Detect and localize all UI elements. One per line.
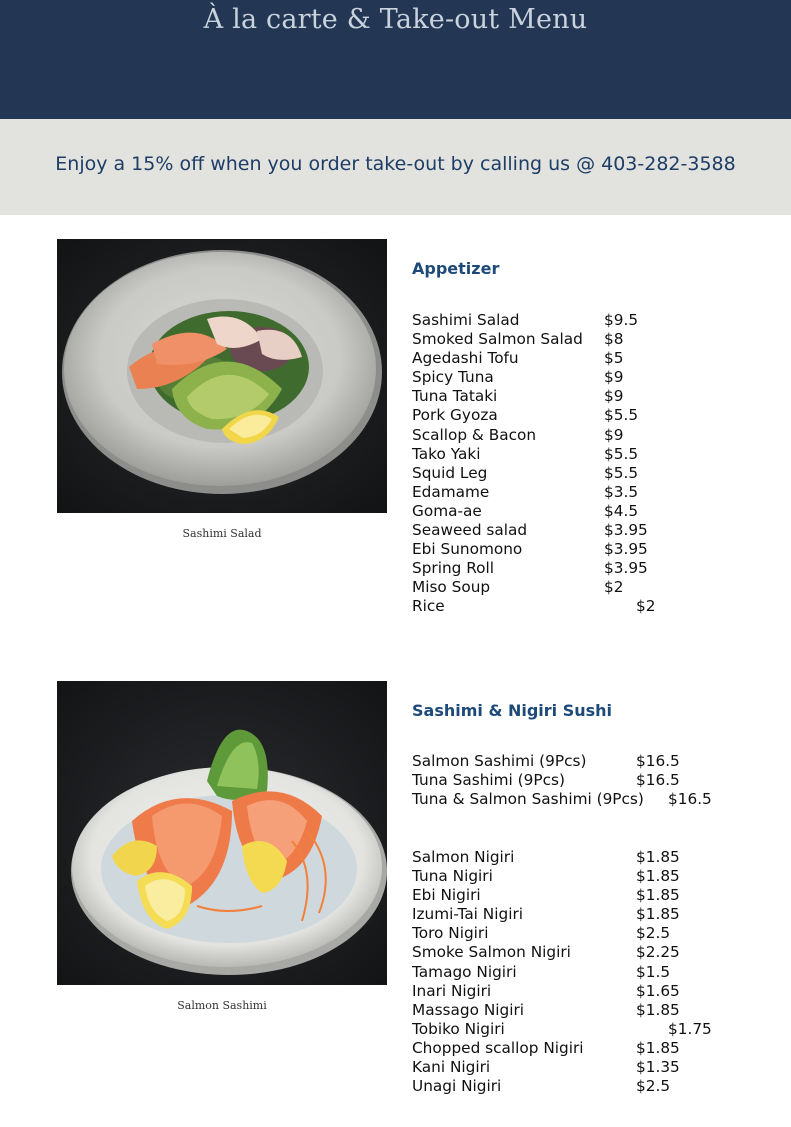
item-name: Smoked Salmon Salad: [412, 330, 583, 349]
item-name: Tuna & Salmon Sashimi (9Pcs): [412, 790, 644, 809]
item-name: Inari Nigiri: [412, 981, 492, 1000]
item-name: Chopped scallop Nigiri: [412, 1038, 584, 1057]
item-price: $1.75: [668, 1019, 712, 1038]
item-price: $5: [604, 349, 624, 368]
item-name: Unagi Nigiri: [412, 1077, 502, 1096]
item-name: Agedashi Tofu: [412, 349, 519, 368]
item-price: $16.5: [636, 771, 680, 790]
section-title-appetizer: Appetizer: [412, 259, 500, 278]
item-price: $2: [604, 578, 624, 597]
item-name: Tuna Nigiri: [412, 867, 493, 886]
item-name: Pork Gyoza: [412, 406, 498, 425]
item-price: $4.5: [604, 501, 639, 520]
item-price: $5.5: [604, 406, 639, 425]
item-name: Spicy Tuna: [412, 368, 494, 387]
sashimi-salad-photo: [57, 239, 387, 513]
photo-caption: Sashimi Salad: [182, 527, 262, 540]
item-name: Smoke Salmon Nigiri: [412, 943, 571, 962]
item-price: $2.25: [636, 943, 680, 962]
item-price: $2.5: [636, 924, 671, 943]
item-name: Tamago Nigiri: [412, 962, 517, 981]
item-name: Tako Yaki: [412, 444, 481, 463]
item-price: $1.35: [636, 1058, 680, 1077]
item-price: $3.95: [604, 521, 648, 540]
item-price: $9: [604, 387, 624, 406]
item-name: Edamame: [412, 482, 490, 501]
item-price: $2: [636, 597, 656, 616]
item-name: Miso Soup: [412, 578, 491, 597]
item-name: Kani Nigiri: [412, 1058, 491, 1077]
item-name: Goma-ae: [412, 501, 482, 520]
item-price: $9: [604, 425, 624, 444]
promo-text: Enjoy a 15% off when you order take-out by calling us @ 403-282-3588: [55, 153, 736, 175]
item-name: Tuna Tataki: [412, 387, 498, 406]
item-name: Toro Nigiri: [412, 924, 489, 943]
item-price: $3.95: [604, 540, 648, 559]
item-name: Tobiko Nigiri: [412, 1019, 505, 1038]
item-name: Massago Nigiri: [412, 1000, 525, 1019]
item-name: Squid Leg: [412, 463, 488, 482]
item-price: $5.5: [604, 463, 639, 482]
item-price: $1.85: [636, 1038, 680, 1057]
item-name: Rice: [412, 597, 445, 616]
page-header: [0, 0, 791, 119]
item-price: $8: [604, 330, 624, 349]
item-price: $1.85: [636, 886, 680, 905]
item-name: Seaweed salad: [412, 521, 528, 540]
item-name: Salmon Sashimi (9Pcs): [412, 752, 587, 770]
item-price: $1.85: [636, 905, 680, 924]
item-name: Izumi-Tai Nigiri: [412, 905, 523, 924]
item-price: $1.85: [636, 1000, 680, 1019]
salmon-sashimi-image: [57, 681, 387, 985]
item-price: $9.5: [604, 311, 639, 329]
page-title: À la carte & Take-out Menu: [203, 4, 588, 35]
photo-caption: Salmon Sashimi: [177, 999, 267, 1012]
item-price: $16.5: [636, 752, 680, 770]
item-price: $5.5: [604, 444, 639, 463]
item-name: Scallop & Bacon: [412, 425, 537, 444]
item-price: $3.5: [604, 482, 639, 501]
item-price: $1.65: [636, 981, 680, 1000]
section-title-sashimi-nigiri: Sashimi & Nigiri Sushi: [412, 701, 613, 720]
sashimi-salad-image: [57, 239, 387, 513]
item-name: Salmon Nigiri: [412, 848, 515, 866]
item-price: $1.85: [636, 848, 680, 866]
item-name: Tuna Sashimi (9Pcs): [412, 771, 565, 790]
item-price: $1.85: [636, 867, 680, 886]
item-price: $16.5: [668, 790, 712, 809]
item-price: $1.5: [636, 962, 671, 981]
item-name: Sashimi Salad: [412, 311, 520, 329]
item-name: Spring Roll: [412, 559, 495, 578]
item-price: $3.95: [604, 559, 648, 578]
item-price: $2.5: [636, 1077, 671, 1096]
item-name: Ebi Sunomono: [412, 540, 523, 559]
salmon-sashimi-photo: [57, 681, 387, 985]
item-price: $9: [604, 368, 624, 387]
item-name: Ebi Nigiri: [412, 886, 481, 905]
